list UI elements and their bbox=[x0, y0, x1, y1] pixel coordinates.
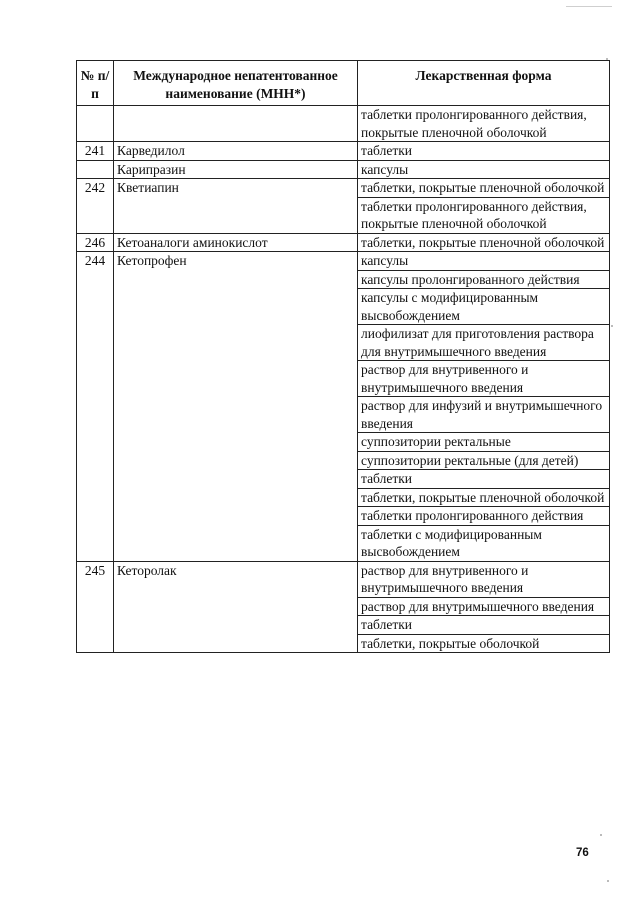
row-number: 244 bbox=[77, 252, 114, 562]
scan-artifact bbox=[611, 325, 613, 327]
drug-name: Кетоаналоги аминокислот bbox=[114, 233, 358, 252]
table-header-row bbox=[77, 61, 610, 106]
dosage-form: таблетки bbox=[358, 616, 610, 635]
row-number: 242 bbox=[77, 179, 114, 234]
drug-name: Кетопрофен bbox=[114, 252, 358, 562]
dosage-form: раствор для внутримышечного введения bbox=[358, 597, 610, 616]
dosage-form: таблетки bbox=[358, 470, 610, 489]
drug-name: Кветиапин bbox=[114, 179, 358, 234]
header-num: № п/п bbox=[77, 61, 114, 106]
table-row bbox=[77, 561, 610, 597]
dosage-form: таблетки пролонгированного действия, покрытые пленочной оболочкой bbox=[358, 106, 610, 142]
scan-artifact bbox=[600, 834, 602, 836]
drug-table bbox=[76, 60, 610, 653]
table-body bbox=[77, 106, 610, 653]
dosage-form: таблетки, покрытые пленочной оболочкой bbox=[358, 179, 610, 198]
drug-name: Карведилол bbox=[114, 142, 358, 161]
drug-name: Кеторолак bbox=[114, 561, 358, 653]
dosage-form: раствор для внутривенного и внутримышечного введения bbox=[358, 361, 610, 397]
dosage-form: таблетки, покрытые пленочной оболочкой bbox=[358, 233, 610, 252]
header-form: Лекарственная форма bbox=[358, 61, 610, 106]
table-row bbox=[77, 142, 610, 161]
scan-artifact bbox=[566, 6, 612, 7]
header-mnn: Международное непатентованное наименование (МНН*) bbox=[114, 61, 358, 106]
row-number bbox=[77, 106, 114, 142]
page-number: 76 bbox=[576, 847, 589, 859]
dosage-form: суппозитории ректальные (для детей) bbox=[358, 451, 610, 470]
table-row bbox=[77, 160, 610, 179]
dosage-form: таблетки пролонгированного действия bbox=[358, 507, 610, 526]
table-row bbox=[77, 252, 610, 271]
dosage-form: таблетки, покрытые оболочкой bbox=[358, 634, 610, 653]
row-number bbox=[77, 160, 114, 179]
dosage-form: раствор для внутривенного и внутримышечного введения bbox=[358, 561, 610, 597]
table-row bbox=[77, 106, 610, 142]
row-number: 246 bbox=[77, 233, 114, 252]
scan-artifact bbox=[607, 880, 609, 882]
dosage-form: суппозитории ректальные bbox=[358, 433, 610, 452]
dosage-form: таблетки bbox=[358, 142, 610, 161]
dosage-form: капсулы bbox=[358, 252, 610, 271]
dosage-form: раствор для инфузий и внутримышечного введения bbox=[358, 397, 610, 433]
row-number: 241 bbox=[77, 142, 114, 161]
dosage-form: таблетки пролонгированного действия, покрытые пленочной оболочкой bbox=[358, 197, 610, 233]
row-number: 245 bbox=[77, 561, 114, 653]
dosage-form: таблетки с модифицированным высвобождением bbox=[358, 525, 610, 561]
dosage-form: таблетки, покрытые пленочной оболочкой bbox=[358, 488, 610, 507]
drug-name: Карипразин bbox=[114, 160, 358, 179]
table-row bbox=[77, 179, 610, 198]
dosage-form: капсулы с модифицированным высвобождением bbox=[358, 289, 610, 325]
table-row bbox=[77, 233, 610, 252]
dosage-form: лиофилизат для приготовления раствора для внутримышечного введения bbox=[358, 325, 610, 361]
dosage-form: капсулы пролонгированного действия bbox=[358, 270, 610, 289]
dosage-form: капсулы bbox=[358, 160, 610, 179]
drug-name bbox=[114, 106, 358, 142]
